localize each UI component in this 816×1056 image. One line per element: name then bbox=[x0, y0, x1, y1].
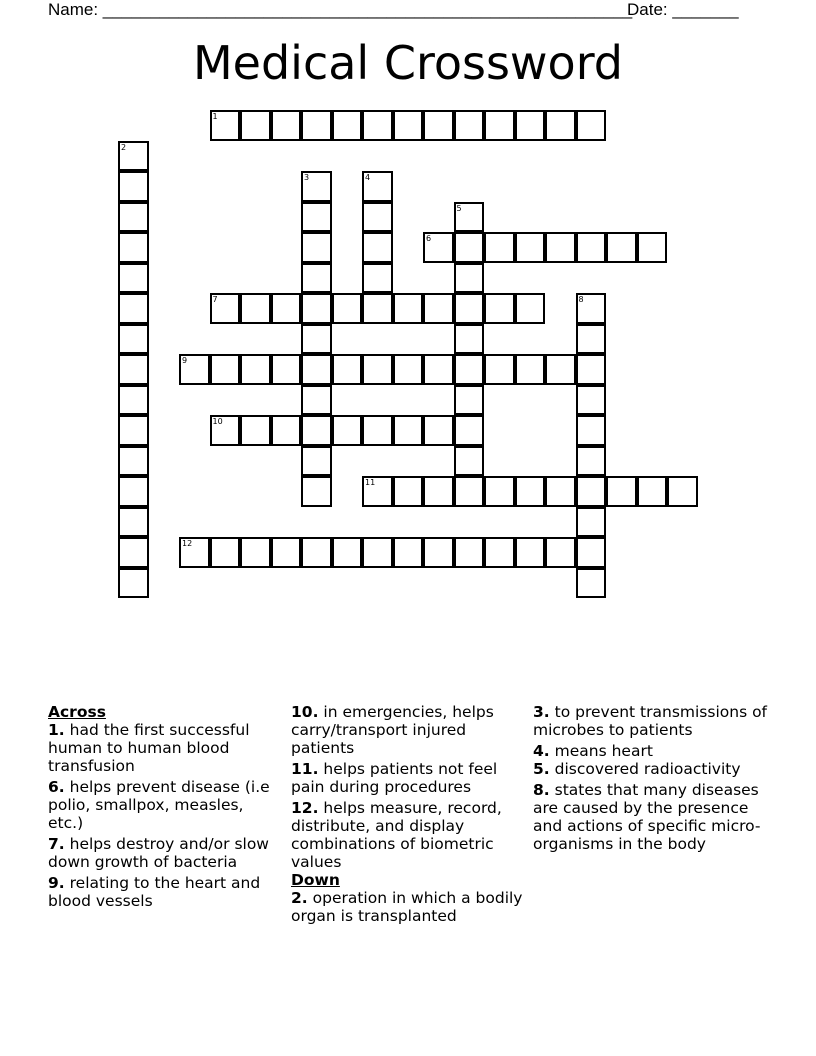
down-heading: Down bbox=[291, 871, 340, 889]
date-field[interactable]: Date: _______ bbox=[627, 0, 739, 19]
grid-cell[interactable] bbox=[545, 232, 576, 263]
grid-cell[interactable] bbox=[484, 110, 515, 141]
grid-cell[interactable] bbox=[118, 232, 149, 263]
clue-number: 7 bbox=[212, 295, 218, 304]
clue-across-11: 11. helps patients not feel pain during procedures bbox=[291, 760, 498, 796]
grid-cell[interactable] bbox=[576, 354, 607, 385]
grid-cell[interactable] bbox=[240, 293, 271, 324]
grid-cell[interactable] bbox=[118, 476, 149, 507]
grid-cell[interactable] bbox=[423, 110, 454, 141]
grid-cell[interactable] bbox=[576, 537, 607, 568]
grid-cell[interactable] bbox=[484, 476, 515, 507]
grid-cell[interactable] bbox=[454, 202, 485, 233]
grid-cell[interactable] bbox=[118, 171, 149, 202]
grid-cell[interactable] bbox=[454, 263, 485, 294]
grid-cell[interactable] bbox=[118, 324, 149, 355]
grid-cell[interactable] bbox=[118, 415, 149, 446]
clue-across-1: 1. had the first successful human to human blood transfusion bbox=[48, 721, 250, 775]
grid-cell[interactable] bbox=[423, 415, 454, 446]
grid-cell[interactable] bbox=[332, 110, 363, 141]
grid-cell[interactable] bbox=[454, 324, 485, 355]
grid-cell[interactable] bbox=[332, 293, 363, 324]
grid-cell[interactable] bbox=[210, 293, 241, 324]
grid-cell[interactable] bbox=[362, 537, 393, 568]
clue-down-4: 4. means heart bbox=[533, 742, 653, 760]
grid-cell[interactable] bbox=[362, 354, 393, 385]
clue-number: 6 bbox=[426, 234, 432, 243]
clue-number: 2 bbox=[121, 142, 127, 152]
grid-cell[interactable] bbox=[606, 232, 637, 263]
grid-cell[interactable] bbox=[118, 202, 149, 233]
clue-across-10: 10. in emergencies, helps carry/transport injured patients bbox=[291, 703, 494, 757]
grid-cell[interactable] bbox=[423, 354, 454, 385]
grid-cell[interactable] bbox=[515, 476, 546, 507]
grid-cell[interactable] bbox=[515, 293, 546, 324]
grid-cell[interactable] bbox=[301, 385, 332, 416]
grid-cell[interactable] bbox=[210, 354, 241, 385]
grid-cell[interactable] bbox=[637, 476, 668, 507]
grid-cell[interactable] bbox=[301, 263, 332, 294]
grid-cell[interactable] bbox=[515, 232, 546, 263]
grid-cell[interactable] bbox=[362, 171, 393, 202]
clue-number: 8 bbox=[578, 295, 584, 304]
grid-cell[interactable] bbox=[576, 446, 607, 477]
grid-cell[interactable] bbox=[423, 293, 454, 324]
grid-cell[interactable] bbox=[332, 354, 363, 385]
grid-cell[interactable] bbox=[484, 293, 515, 324]
grid-cell[interactable] bbox=[301, 415, 332, 446]
clue-number: 1 bbox=[212, 112, 218, 121]
grid-cell[interactable] bbox=[362, 263, 393, 294]
grid-cell[interactable] bbox=[576, 415, 607, 446]
clue-number: 10 bbox=[212, 417, 223, 426]
grid-cell[interactable] bbox=[545, 476, 576, 507]
grid-cell[interactable] bbox=[118, 354, 149, 385]
grid-cell[interactable] bbox=[454, 110, 485, 141]
grid-cell[interactable] bbox=[118, 385, 149, 416]
grid-cell[interactable] bbox=[393, 537, 424, 568]
grid-cell[interactable] bbox=[454, 476, 485, 507]
grid-cell[interactable] bbox=[576, 293, 607, 324]
grid-cell[interactable] bbox=[240, 537, 271, 568]
grid-cell[interactable] bbox=[240, 415, 271, 446]
grid-cell[interactable] bbox=[545, 110, 576, 141]
grid-cell[interactable] bbox=[362, 415, 393, 446]
grid-cell[interactable] bbox=[271, 537, 302, 568]
grid-cell[interactable] bbox=[332, 415, 363, 446]
clue-number: 12 bbox=[182, 539, 193, 548]
grid-cell[interactable] bbox=[393, 110, 424, 141]
grid-cell[interactable] bbox=[301, 171, 332, 202]
across-heading: Across bbox=[48, 703, 106, 721]
clue-number: 3 bbox=[304, 173, 310, 182]
grid-cell[interactable] bbox=[545, 354, 576, 385]
grid-cell[interactable] bbox=[332, 537, 363, 568]
grid-cell[interactable] bbox=[454, 446, 485, 477]
clue-across-6: 6. helps prevent disease (i.e polio, smallpox, measles, etc.) bbox=[48, 778, 270, 832]
grid-cell[interactable] bbox=[362, 110, 393, 141]
grid-cell[interactable] bbox=[515, 354, 546, 385]
grid-cell[interactable] bbox=[301, 202, 332, 233]
grid-cell[interactable] bbox=[362, 293, 393, 324]
grid-cell[interactable] bbox=[576, 232, 607, 263]
grid-cell[interactable] bbox=[118, 141, 149, 172]
grid-cell[interactable] bbox=[454, 415, 485, 446]
grid-cell[interactable] bbox=[179, 537, 210, 568]
grid-cell[interactable] bbox=[118, 293, 149, 324]
grid-cell[interactable] bbox=[576, 110, 607, 141]
grid-cell[interactable] bbox=[576, 476, 607, 507]
grid-cell[interactable] bbox=[576, 324, 607, 355]
grid-cell[interactable] bbox=[576, 507, 607, 538]
clues-column-2 bbox=[291, 703, 523, 928]
clue-number: 5 bbox=[456, 203, 462, 213]
grid-cell[interactable] bbox=[301, 293, 332, 324]
clue-down-8: 8. states that many diseases are caused by the presence and actions of specific micro-organisms in the body bbox=[533, 781, 761, 853]
grid-cell[interactable] bbox=[454, 385, 485, 416]
grid-cell[interactable] bbox=[118, 446, 149, 477]
grid-cell[interactable] bbox=[118, 537, 149, 568]
grid-cell[interactable] bbox=[484, 537, 515, 568]
grid-cell[interactable] bbox=[576, 385, 607, 416]
grid-cell[interactable] bbox=[210, 110, 241, 141]
grid-cell[interactable] bbox=[301, 232, 332, 263]
grid-cell[interactable] bbox=[454, 293, 485, 324]
clue-across-12: 12. helps measure, record, distribute, and display combinations of biometric values bbox=[291, 799, 502, 871]
clues-column-3 bbox=[533, 703, 768, 856]
grid-cell[interactable] bbox=[484, 354, 515, 385]
grid-cell[interactable] bbox=[118, 507, 149, 538]
clue-across-7: 7. helps destroy and/or slow down growth of bacteria bbox=[48, 835, 269, 871]
name-field[interactable]: Name: ________________________________________________________ bbox=[48, 0, 633, 19]
clue-across-9: 9. relating to the heart and blood vessels bbox=[48, 874, 261, 910]
grid-cell[interactable] bbox=[515, 537, 546, 568]
clue-number: 11 bbox=[365, 478, 376, 487]
grid-cell[interactable] bbox=[393, 415, 424, 446]
grid-cell[interactable] bbox=[271, 354, 302, 385]
grid-cell[interactable] bbox=[271, 110, 302, 141]
grid-cell[interactable] bbox=[179, 354, 210, 385]
grid-cell[interactable] bbox=[301, 476, 332, 507]
grid-cell[interactable] bbox=[210, 415, 241, 446]
grid-cell[interactable] bbox=[423, 537, 454, 568]
clue-number: 9 bbox=[182, 356, 188, 365]
page-title: Medical Crossword bbox=[192, 36, 623, 90]
clue-down-3: 3. to prevent transmissions of microbes to patients bbox=[533, 703, 768, 739]
grid-cell[interactable] bbox=[301, 110, 332, 141]
grid-cell[interactable] bbox=[301, 446, 332, 477]
grid-cell[interactable] bbox=[667, 476, 698, 507]
grid-cell[interactable] bbox=[118, 568, 149, 599]
clue-down-5: 5. discovered radioactivity bbox=[533, 760, 741, 778]
grid-cell[interactable] bbox=[362, 202, 393, 233]
grid-cell[interactable] bbox=[240, 354, 271, 385]
grid-cell[interactable] bbox=[423, 232, 454, 263]
grid-cell[interactable] bbox=[454, 354, 485, 385]
grid-cell[interactable] bbox=[271, 293, 302, 324]
grid-cell[interactable] bbox=[393, 476, 424, 507]
grid-cell[interactable] bbox=[362, 232, 393, 263]
grid-cell[interactable] bbox=[454, 232, 485, 263]
grid-cell[interactable] bbox=[301, 537, 332, 568]
grid-cell[interactable] bbox=[393, 293, 424, 324]
grid-cell[interactable] bbox=[545, 537, 576, 568]
grid-cell[interactable] bbox=[118, 263, 149, 294]
grid-cell[interactable] bbox=[271, 415, 302, 446]
clue-down-2: 2. operation in which a bodily organ is transplanted bbox=[291, 889, 523, 925]
grid-cell[interactable] bbox=[423, 476, 454, 507]
grid-cell[interactable] bbox=[362, 476, 393, 507]
grid-cell[interactable] bbox=[393, 354, 424, 385]
clue-number: 4 bbox=[365, 173, 371, 182]
grid-cell[interactable] bbox=[301, 324, 332, 355]
grid-cell[interactable] bbox=[301, 354, 332, 385]
grid-cell[interactable] bbox=[210, 537, 241, 568]
grid-cell[interactable] bbox=[454, 537, 485, 568]
grid-cell[interactable] bbox=[637, 232, 668, 263]
grid-cell[interactable] bbox=[240, 110, 271, 141]
grid-cell[interactable] bbox=[484, 232, 515, 263]
grid-cell[interactable] bbox=[576, 568, 607, 599]
clues-column-1 bbox=[48, 703, 283, 913]
grid-cell[interactable] bbox=[515, 110, 546, 141]
grid-cell[interactable] bbox=[606, 476, 637, 507]
